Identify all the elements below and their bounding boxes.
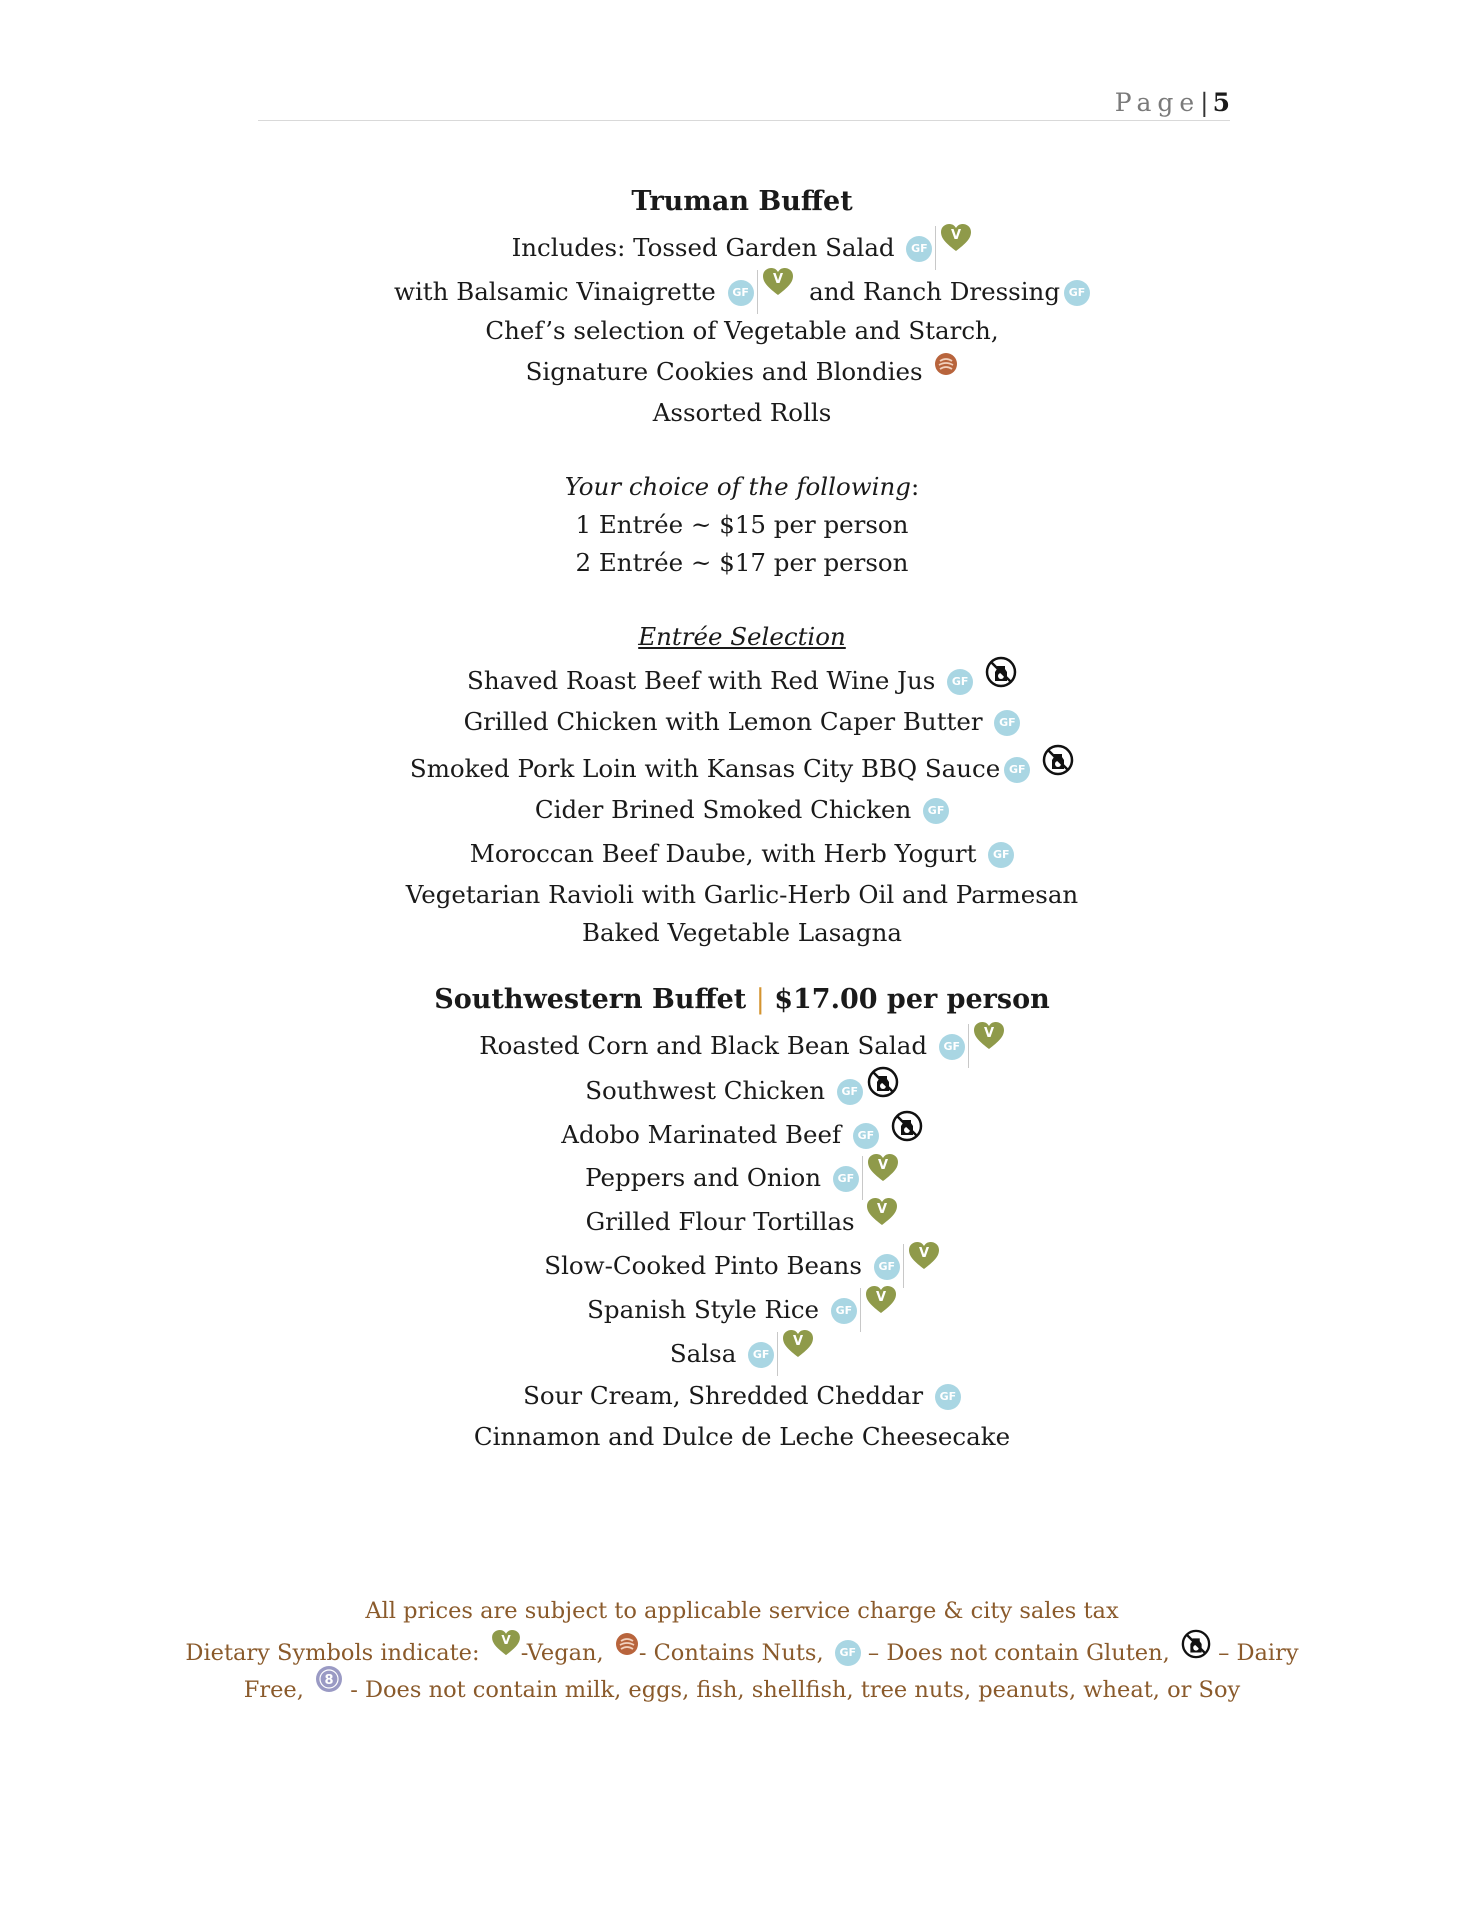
svg-text:8: 8 xyxy=(324,1673,334,1688)
dietary-legend-line-2: Free, 8 - Does not contain milk, eggs, fish, shellfish, tree nuts, peanuts, wheat, or Soy xyxy=(0,1665,1484,1701)
vegan-heart-icon xyxy=(940,224,972,252)
dairy-free-icon xyxy=(867,1066,899,1098)
gluten-free-icon: GF xyxy=(853,1123,879,1149)
southwestern-item: Spanish Style Rice GF V xyxy=(0,1286,1484,1330)
gluten-free-icon: GF xyxy=(923,798,949,824)
prices-note: All prices are subject to applicable service charge & city sales tax xyxy=(365,1598,1119,1624)
page-number: 5 xyxy=(1212,88,1230,117)
entree-item: Smoked Pork Loin with Kansas City BBQ Sauce GF xyxy=(0,744,1484,788)
southwestern-item: Grilled Flour Tortillas V xyxy=(0,1198,1484,1242)
southwestern-item: Southwest Chicken GF xyxy=(0,1066,1484,1110)
gluten-free-icon: GF xyxy=(728,280,754,306)
dairy-free-icon xyxy=(1042,744,1074,776)
gluten-free-icon: GF xyxy=(935,1384,961,1410)
gluten-free-icon: GF xyxy=(833,1166,859,1192)
southwestern-item: Sour Cream, Shredded Cheddar GF xyxy=(0,1374,1484,1418)
vegan-heart-icon xyxy=(908,1242,940,1270)
svg-text:V: V xyxy=(918,1246,929,1261)
gluten-free-icon: GF xyxy=(947,669,973,695)
truman-buffet-title: Truman Buffet xyxy=(631,186,853,217)
contains-nuts-icon xyxy=(934,352,958,376)
southwestern-item: Salsa GF V xyxy=(0,1330,1484,1374)
menu-content xyxy=(0,180,1484,1456)
gluten-free-icon: GF xyxy=(874,1254,900,1280)
top-8-allergen-free-icon xyxy=(315,1665,343,1693)
southwestern-item: Cinnamon and Dulce de Leche Cheesecake xyxy=(473,1422,1011,1451)
footer-notes xyxy=(0,1593,1484,1701)
page-number-label: Page| 5 xyxy=(1114,88,1230,117)
entree-item: Baked Vegetable Lasagna xyxy=(582,918,902,947)
vegan-heart-icon xyxy=(762,268,794,296)
svg-text:V: V xyxy=(877,1202,888,1217)
truman-line-salad: Includes: Tossed Garden Salad GF V xyxy=(0,224,1484,268)
vegan-heart-icon xyxy=(866,1198,898,1226)
gluten-free-icon: GF xyxy=(835,1640,861,1666)
entree-item: Shaved Roast Beef with Red Wine Jus GF xyxy=(0,656,1484,700)
svg-text:V: V xyxy=(983,1026,994,1041)
page-header xyxy=(258,84,1230,121)
svg-text:V: V xyxy=(772,272,783,287)
price-option-2: 2 Entrée ~ $17 per person xyxy=(575,548,909,577)
vegan-heart-icon xyxy=(973,1022,1005,1050)
choice-intro: Your choice of the following: xyxy=(564,472,920,501)
gluten-free-icon: GF xyxy=(837,1079,863,1105)
gluten-free-icon: GF xyxy=(988,842,1014,868)
page-word: Page xyxy=(1114,88,1201,117)
dairy-free-icon xyxy=(985,656,1017,688)
gluten-free-icon: GF xyxy=(939,1034,965,1060)
dietary-legend-line-1: Dietary Symbols indicate: V -Vegan, - Contains Nuts, GF – Does not contain Gluten, – Dairy xyxy=(0,1629,1484,1665)
svg-text:V: V xyxy=(793,1334,804,1349)
truman-line-desserts: Signature Cookies and Blondies xyxy=(0,350,1484,394)
southwestern-buffet-title: Southwestern Buffet | $17.00 per person xyxy=(434,984,1050,1015)
gluten-free-icon: GF xyxy=(1064,280,1090,306)
price-option-1: 1 Entrée ~ $15 per person xyxy=(575,510,909,539)
southwestern-item: Adobo Marinated Beef GF xyxy=(0,1110,1484,1154)
entree-selection-heading: Entrée Selection xyxy=(638,622,846,651)
entree-item: Moroccan Beef Daube, with Herb Yogurt GF xyxy=(0,832,1484,876)
gluten-free-icon: GF xyxy=(1004,757,1030,783)
southwestern-price: $17.00 per person xyxy=(774,984,1050,1015)
svg-text:V: V xyxy=(951,228,962,243)
truman-line-rolls: Assorted Rolls xyxy=(652,398,832,427)
svg-text:V: V xyxy=(875,1290,886,1305)
price-separator: | xyxy=(755,984,765,1015)
contains-nuts-icon xyxy=(615,1632,639,1656)
svg-text:V: V xyxy=(501,1632,511,1647)
entree-item: Cider Brined Smoked Chicken GF xyxy=(0,788,1484,832)
truman-line-dressings: with Balsamic Vinaigrette GF V and Ranch Dressing GF xyxy=(0,268,1484,312)
southwestern-item: Slow-Cooked Pinto Beans GF V xyxy=(0,1242,1484,1286)
southwestern-item: Peppers and Onion GF V xyxy=(0,1154,1484,1198)
truman-line-chef-selection: Chef’s selection of Vegetable and Starch, xyxy=(485,316,999,345)
gluten-free-icon: GF xyxy=(831,1298,857,1324)
entree-item: Vegetarian Ravioli with Garlic-Herb Oil and Parmesan xyxy=(405,880,1079,909)
vegan-heart-icon xyxy=(782,1330,814,1358)
gluten-free-icon: GF xyxy=(994,710,1020,736)
dairy-free-icon xyxy=(891,1110,923,1142)
vegan-heart-icon xyxy=(865,1286,897,1314)
vegan-heart-icon xyxy=(491,1630,521,1656)
dairy-free-icon xyxy=(1181,1629,1211,1659)
svg-text:V: V xyxy=(877,1158,888,1173)
gluten-free-icon: GF xyxy=(906,236,932,262)
vegan-heart-icon xyxy=(867,1154,899,1182)
gluten-free-icon: GF xyxy=(748,1342,774,1368)
entree-item: Grilled Chicken with Lemon Caper Butter GF xyxy=(0,700,1484,744)
southwestern-item: Roasted Corn and Black Bean Salad GF V xyxy=(0,1022,1484,1066)
